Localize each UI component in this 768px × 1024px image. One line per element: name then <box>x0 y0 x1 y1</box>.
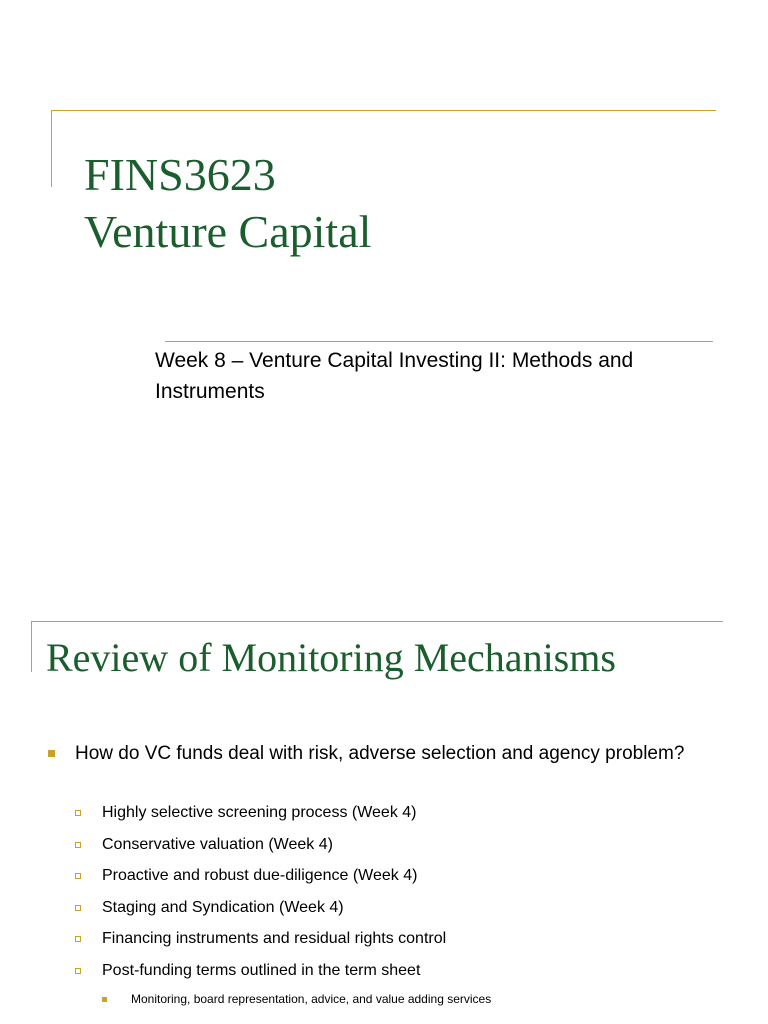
hollow-square-bullet-icon <box>75 936 81 942</box>
small-square-bullet-icon <box>102 997 107 1002</box>
hollow-square-bullet-icon <box>75 905 81 911</box>
main-bullet-text: How do VC funds deal with risk, adverse selection and agency problem? <box>75 743 685 764</box>
list-item-text: Highly selective screening process (Week 4) <box>102 804 417 821</box>
subtitle-rule <box>165 341 713 342</box>
list-item-text: Staging and Syndication (Week 4) <box>102 898 344 916</box>
list-item <box>75 865 446 897</box>
list-item <box>75 928 446 960</box>
list-item <box>75 834 446 866</box>
content-top-rule <box>31 621 723 622</box>
list-item-text: Conservative valuation (Week 4) <box>102 835 333 853</box>
course-code: FINS3623 <box>84 149 276 200</box>
sub-sub-bullet-text: Monitoring, board representation, advice, and value adding services <box>131 992 492 1006</box>
list-item <box>75 802 446 834</box>
week-subtitle: Week 8 – Venture Capital Investing II: Methods and Instruments <box>155 349 634 403</box>
slide-title: Review of Monitoring Mechanisms <box>46 635 616 680</box>
list-item-text: Proactive and robust due-diligence (Week 4) <box>102 867 418 884</box>
title-top-rule <box>51 110 716 111</box>
content-slide <box>0 590 768 1024</box>
hollow-square-bullet-icon <box>75 842 81 848</box>
hollow-square-bullet-icon <box>75 810 81 816</box>
course-name: Venture Capital <box>84 206 372 257</box>
content-left-rule <box>31 621 32 672</box>
main-bullet <box>48 741 708 767</box>
list-item <box>75 897 446 929</box>
title-left-rule <box>51 110 52 187</box>
list-item <box>75 960 446 992</box>
square-bullet-icon <box>48 750 55 757</box>
course-title <box>84 146 371 260</box>
sub-bullet-list <box>75 802 446 991</box>
hollow-square-bullet-icon <box>75 968 81 974</box>
list-item-text: Post-funding terms outlined in the term sheet <box>102 961 421 979</box>
hollow-square-bullet-icon <box>75 873 81 879</box>
list-item-text: Financing instruments and residual rights control <box>102 930 447 947</box>
sub-sub-bullet <box>102 990 491 1008</box>
